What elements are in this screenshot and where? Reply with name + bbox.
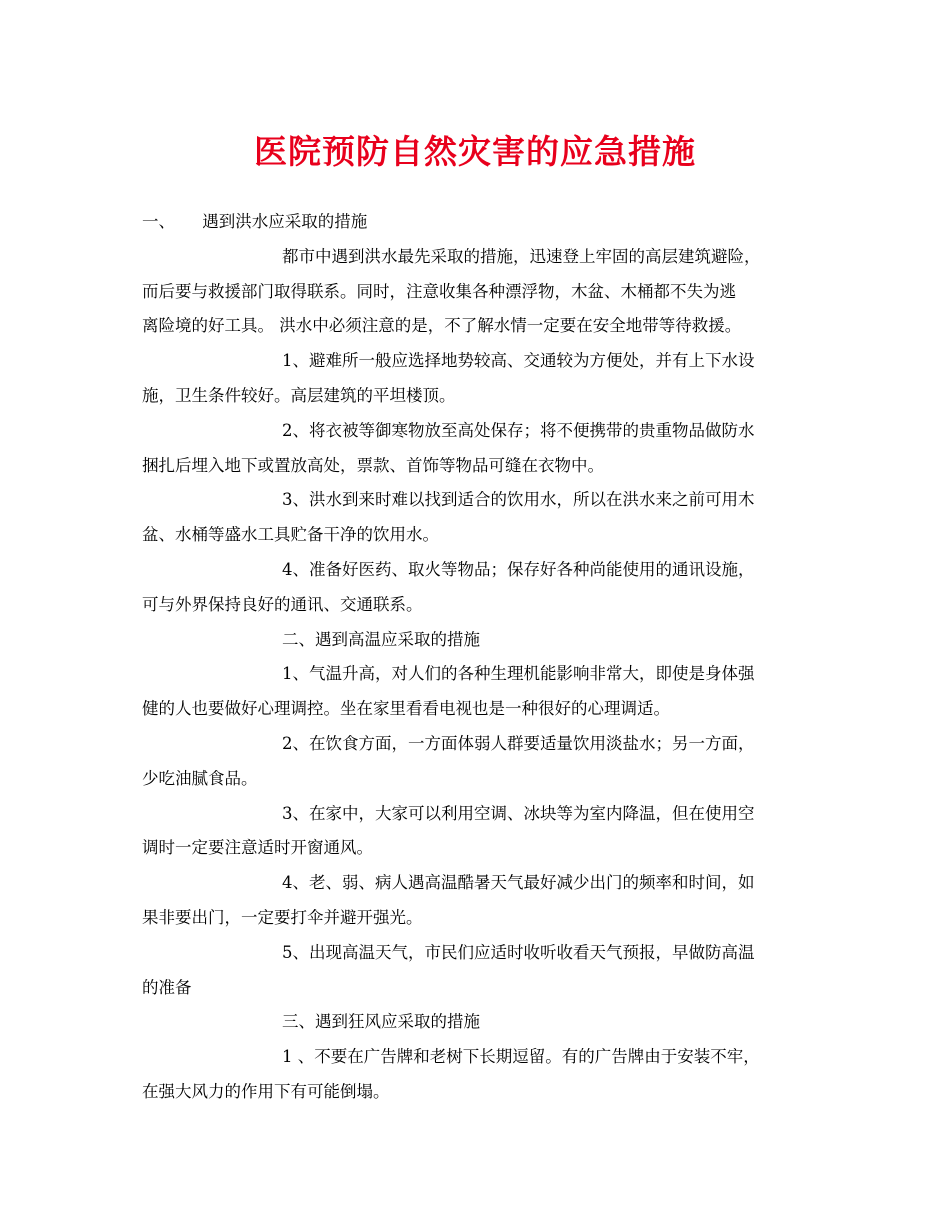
list-item: 1 、不要在广告牌和老树下长期逗留。有的广告牌由于安装不牢， [282, 1047, 760, 1067]
list-item: 3、在家中，大家可以利用空调、冰块等为室内降温，但在使用空 [282, 803, 755, 823]
list-item-continuation: 少吃油腻食品。 [142, 768, 258, 788]
section-number: 一、 [142, 212, 175, 231]
list-item-continuation: 在强大风力的作用下有可能倒塌。 [142, 1081, 390, 1101]
document-body [142, 205, 822, 1110]
list-item-continuation: 可与外界保持良好的通讯、交通联系。 [142, 594, 423, 614]
list-item: 4、准备好医药、取火等物品；保存好各种尚能使用的通讯设施， [282, 559, 755, 579]
list-item: 2、将衣被等御寒物放至高处保存；将不便携带的贵重物品做防水 [282, 420, 755, 440]
list-item: 2、在饮食方面，一方面体弱人群要适量饮用淡盐水；另一方面， [282, 733, 755, 753]
list-item: 1、气温升高，对人们的各种生理机能影响非常大，即使是身体强 [282, 664, 755, 684]
list-item-continuation: 健的人也要做好心理调控。坐在家里看看电视也是一种很好的心理调适。 [142, 699, 670, 719]
list-item-continuation: 盆、水桶等盛水工具贮备干净的饮用水。 [142, 525, 439, 545]
section-heading-flood [142, 205, 822, 240]
paragraph-line: 都市中遇到洪水最先采取的措施，迅速登上牢固的高层建筑避险， [282, 246, 761, 266]
page-title: 医院预防自然灾害的应急措施 [254, 132, 696, 171]
list-item-continuation: 捆扎后埋入地下或置放高处，票款、首饰等物品可缝在衣物中。 [142, 455, 604, 475]
list-item: 4、老、弱、病人遇高温酷暑天气最好减少出门的频率和时间，如 [282, 873, 755, 893]
list-item: 3、洪水到来时难以找到适合的饮用水，所以在洪水来之前可用木 [282, 490, 755, 510]
list-item-continuation: 施，卫生条件较好。高层建筑的平坦楼顶。 [142, 385, 456, 405]
paragraph-line: 离险境的好工具。 洪水中必须注意的是，不了解水情一定要在安全地带等待救援。 [142, 316, 742, 336]
section-heading-text: 遇到洪水应采取的措施 [202, 212, 368, 231]
section-heading-wind: 三、遇到狂风应采取的措施 [282, 1012, 480, 1032]
list-item-continuation: 调时一定要注意适时开窗通风。 [142, 838, 373, 858]
paragraph-line: 而后要与救援部门取得联系。同时，注意收集各种漂浮物，木盆、木桶都不失为逃 [142, 281, 736, 301]
list-item-continuation: 果非要出门，一定要打伞并避开强光。 [142, 907, 423, 927]
list-item: 5、出现高温天气，市民们应适时收听收看天气预报，早做防高温 [282, 942, 755, 962]
list-item-continuation: 的准备 [142, 977, 192, 997]
list-item: 1、避难所一般应选择地势较高、交通较为方便处，并有上下水设 [282, 351, 755, 371]
section-heading-heat: 二、遇到高温应采取的措施 [282, 629, 480, 649]
